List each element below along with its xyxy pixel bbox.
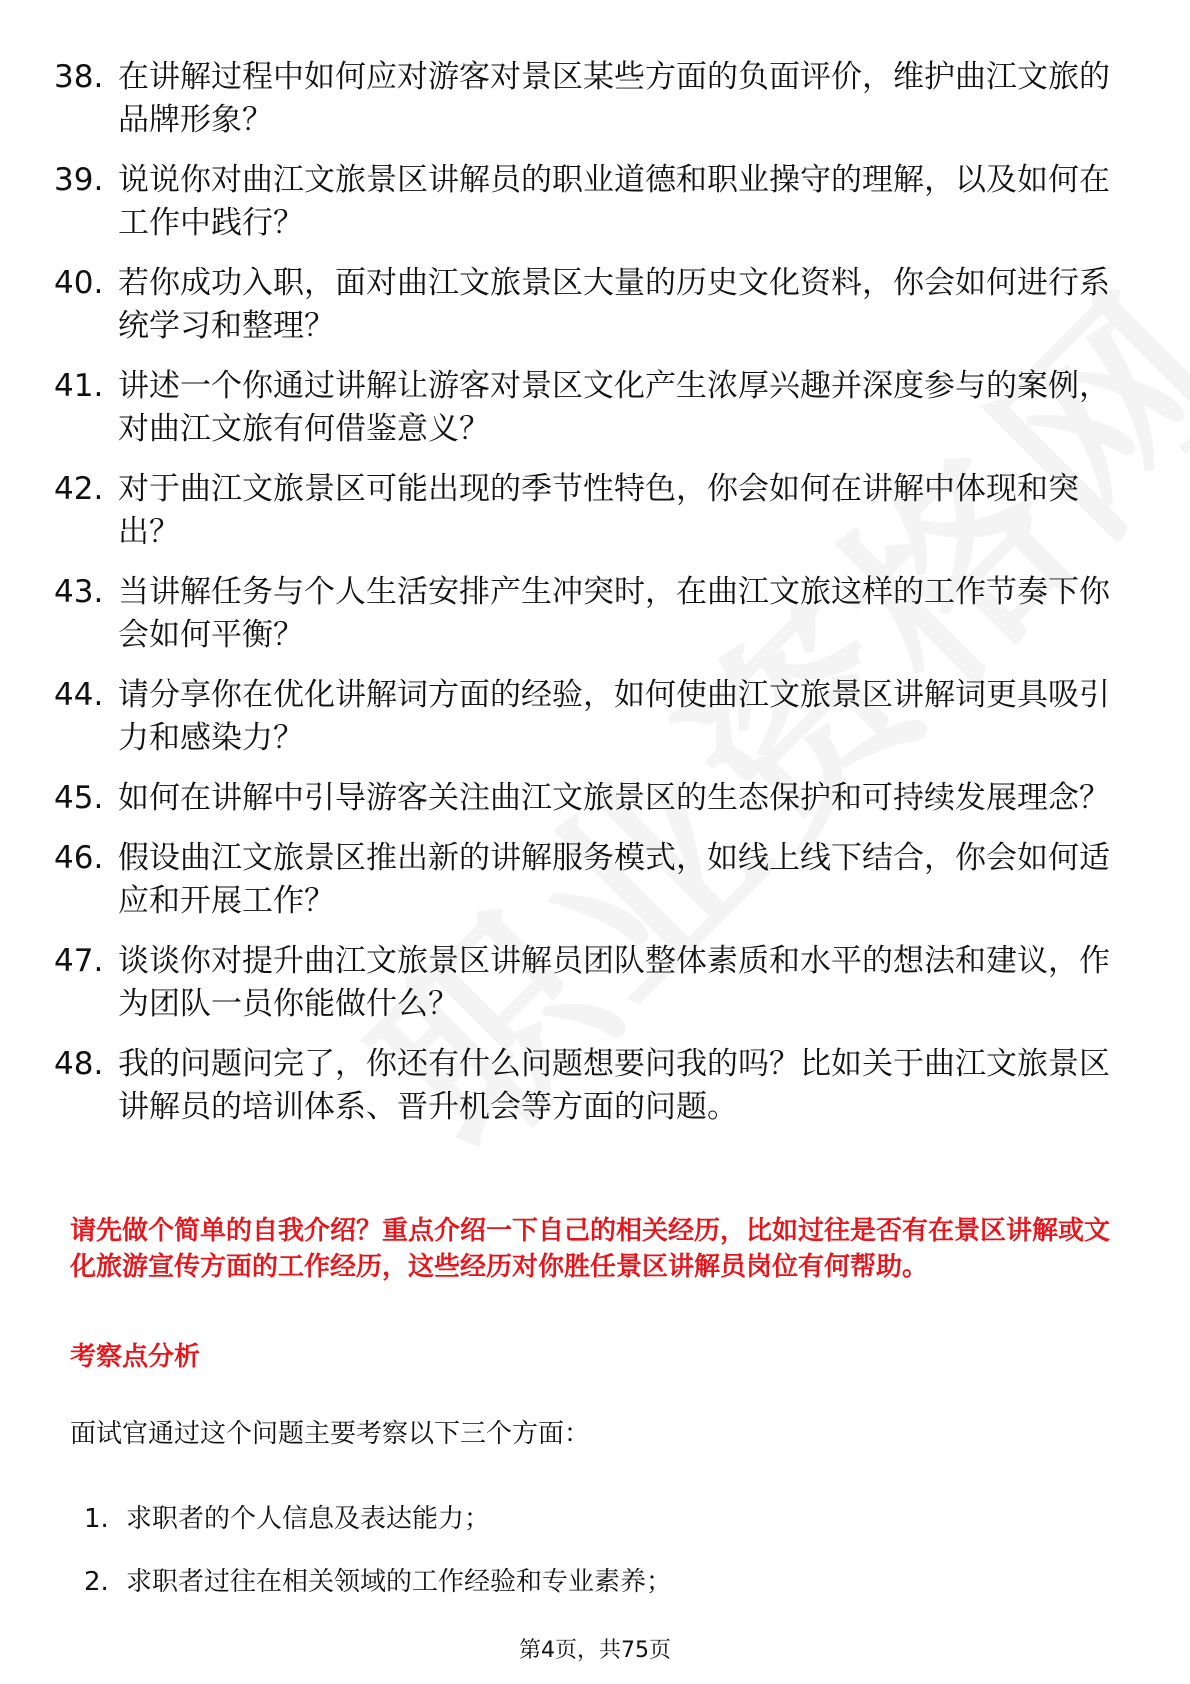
question-text: 假设曲江文旅景区推出新的讲解服务模式，如线上线下结合，你会如何适应和开展工作？ <box>118 840 1110 919</box>
question-text: 谈谈你对提升曲江文旅景区讲解员团队整体素质和水平的想法和建议，作为团队一员你能做什么？ <box>118 943 1110 1022</box>
question-number: 45. <box>54 780 104 816</box>
intro-text: 面试官通过这个问题主要考察以下三个方面： <box>70 1419 591 1449</box>
question-text: 在讲解过程中如何应对游客对景区某些方面的负面评价，维护曲江文旅的品牌形象？ <box>118 59 1110 138</box>
aspect-list <box>84 1502 672 1628</box>
question-text: 对于曲江文旅景区可能出现的季节性特色，你会如何在讲解中体现和突出？ <box>118 471 1079 550</box>
question-item <box>54 468 1134 554</box>
question-text: 说说你对曲江文旅景区讲解员的职业道德和职业操守的理解，以及如何在工作中践行？ <box>118 162 1110 241</box>
question-item <box>54 777 1134 820</box>
aspect-item <box>84 1565 672 1599</box>
question-item <box>54 674 1134 760</box>
aspect-item <box>84 1502 672 1536</box>
question-text: 讲述一个你通过讲解让游客对景区文化产生浓厚兴趣并深度参与的案例，对曲江文旅有何借鉴意义？ <box>118 368 1110 447</box>
question-text: 当讲解任务与个人生活安排产生冲突时，在曲江文旅这样的工作节奏下你会如何平衡？ <box>118 574 1110 653</box>
question-number: 39. <box>54 162 104 198</box>
section-title: 考察点分析 <box>70 1342 201 1372</box>
question-number: 47. <box>54 943 104 979</box>
question-text: 我的问题问完了，你还有什么问题想要问我的吗？比如关于曲江文旅景区讲解员的培训体系、晋升机会等方面的问题。 <box>118 1046 1110 1125</box>
question-text: 请分享你在优化讲解词方面的经验，如何使曲江文旅景区讲解词更具吸引力和感染力？ <box>118 677 1110 756</box>
question-number: 40. <box>54 265 104 301</box>
page-footer: 第4页，共75页 <box>519 1638 671 1663</box>
question-item <box>54 365 1134 451</box>
question-item <box>54 1043 1134 1129</box>
question-text: 若你成功入职，面对曲江文旅景区大量的历史文化资料，你会如何进行系统学习和整理？ <box>118 265 1110 344</box>
question-item <box>54 837 1134 923</box>
question-item <box>54 940 1134 1026</box>
question-item <box>54 56 1134 142</box>
aspect-text: 求职者过往在相关领域的工作经验和专业素养； <box>126 1567 673 1597</box>
aspect-number: 1. <box>84 1504 109 1534</box>
question-number: 42. <box>54 471 104 507</box>
question-number: 43. <box>54 574 104 610</box>
question-number: 48. <box>54 1046 104 1082</box>
question-item <box>54 571 1134 657</box>
question-number: 44. <box>54 677 104 713</box>
question-item <box>54 159 1134 245</box>
question-number: 38. <box>54 59 104 95</box>
question-item <box>54 262 1134 348</box>
aspect-number: 2. <box>84 1567 109 1597</box>
question-number: 46. <box>54 840 104 876</box>
question-list <box>54 56 1134 1146</box>
question-text: 如何在讲解中引导游客关注曲江文旅景区的生态保护和可持续发展理念？ <box>118 780 1110 816</box>
question-number: 41. <box>54 368 104 404</box>
highlight-question: 请先做个简单的自我介绍？重点介绍一下自己的相关经历，比如过往是否有在景区讲解或文化旅游宣传方面的工作经历，这些经历对你胜任景区讲解员岗位有何帮助。 <box>70 1216 1111 1282</box>
aspect-text: 求职者的个人信息及表达能力； <box>126 1504 491 1534</box>
